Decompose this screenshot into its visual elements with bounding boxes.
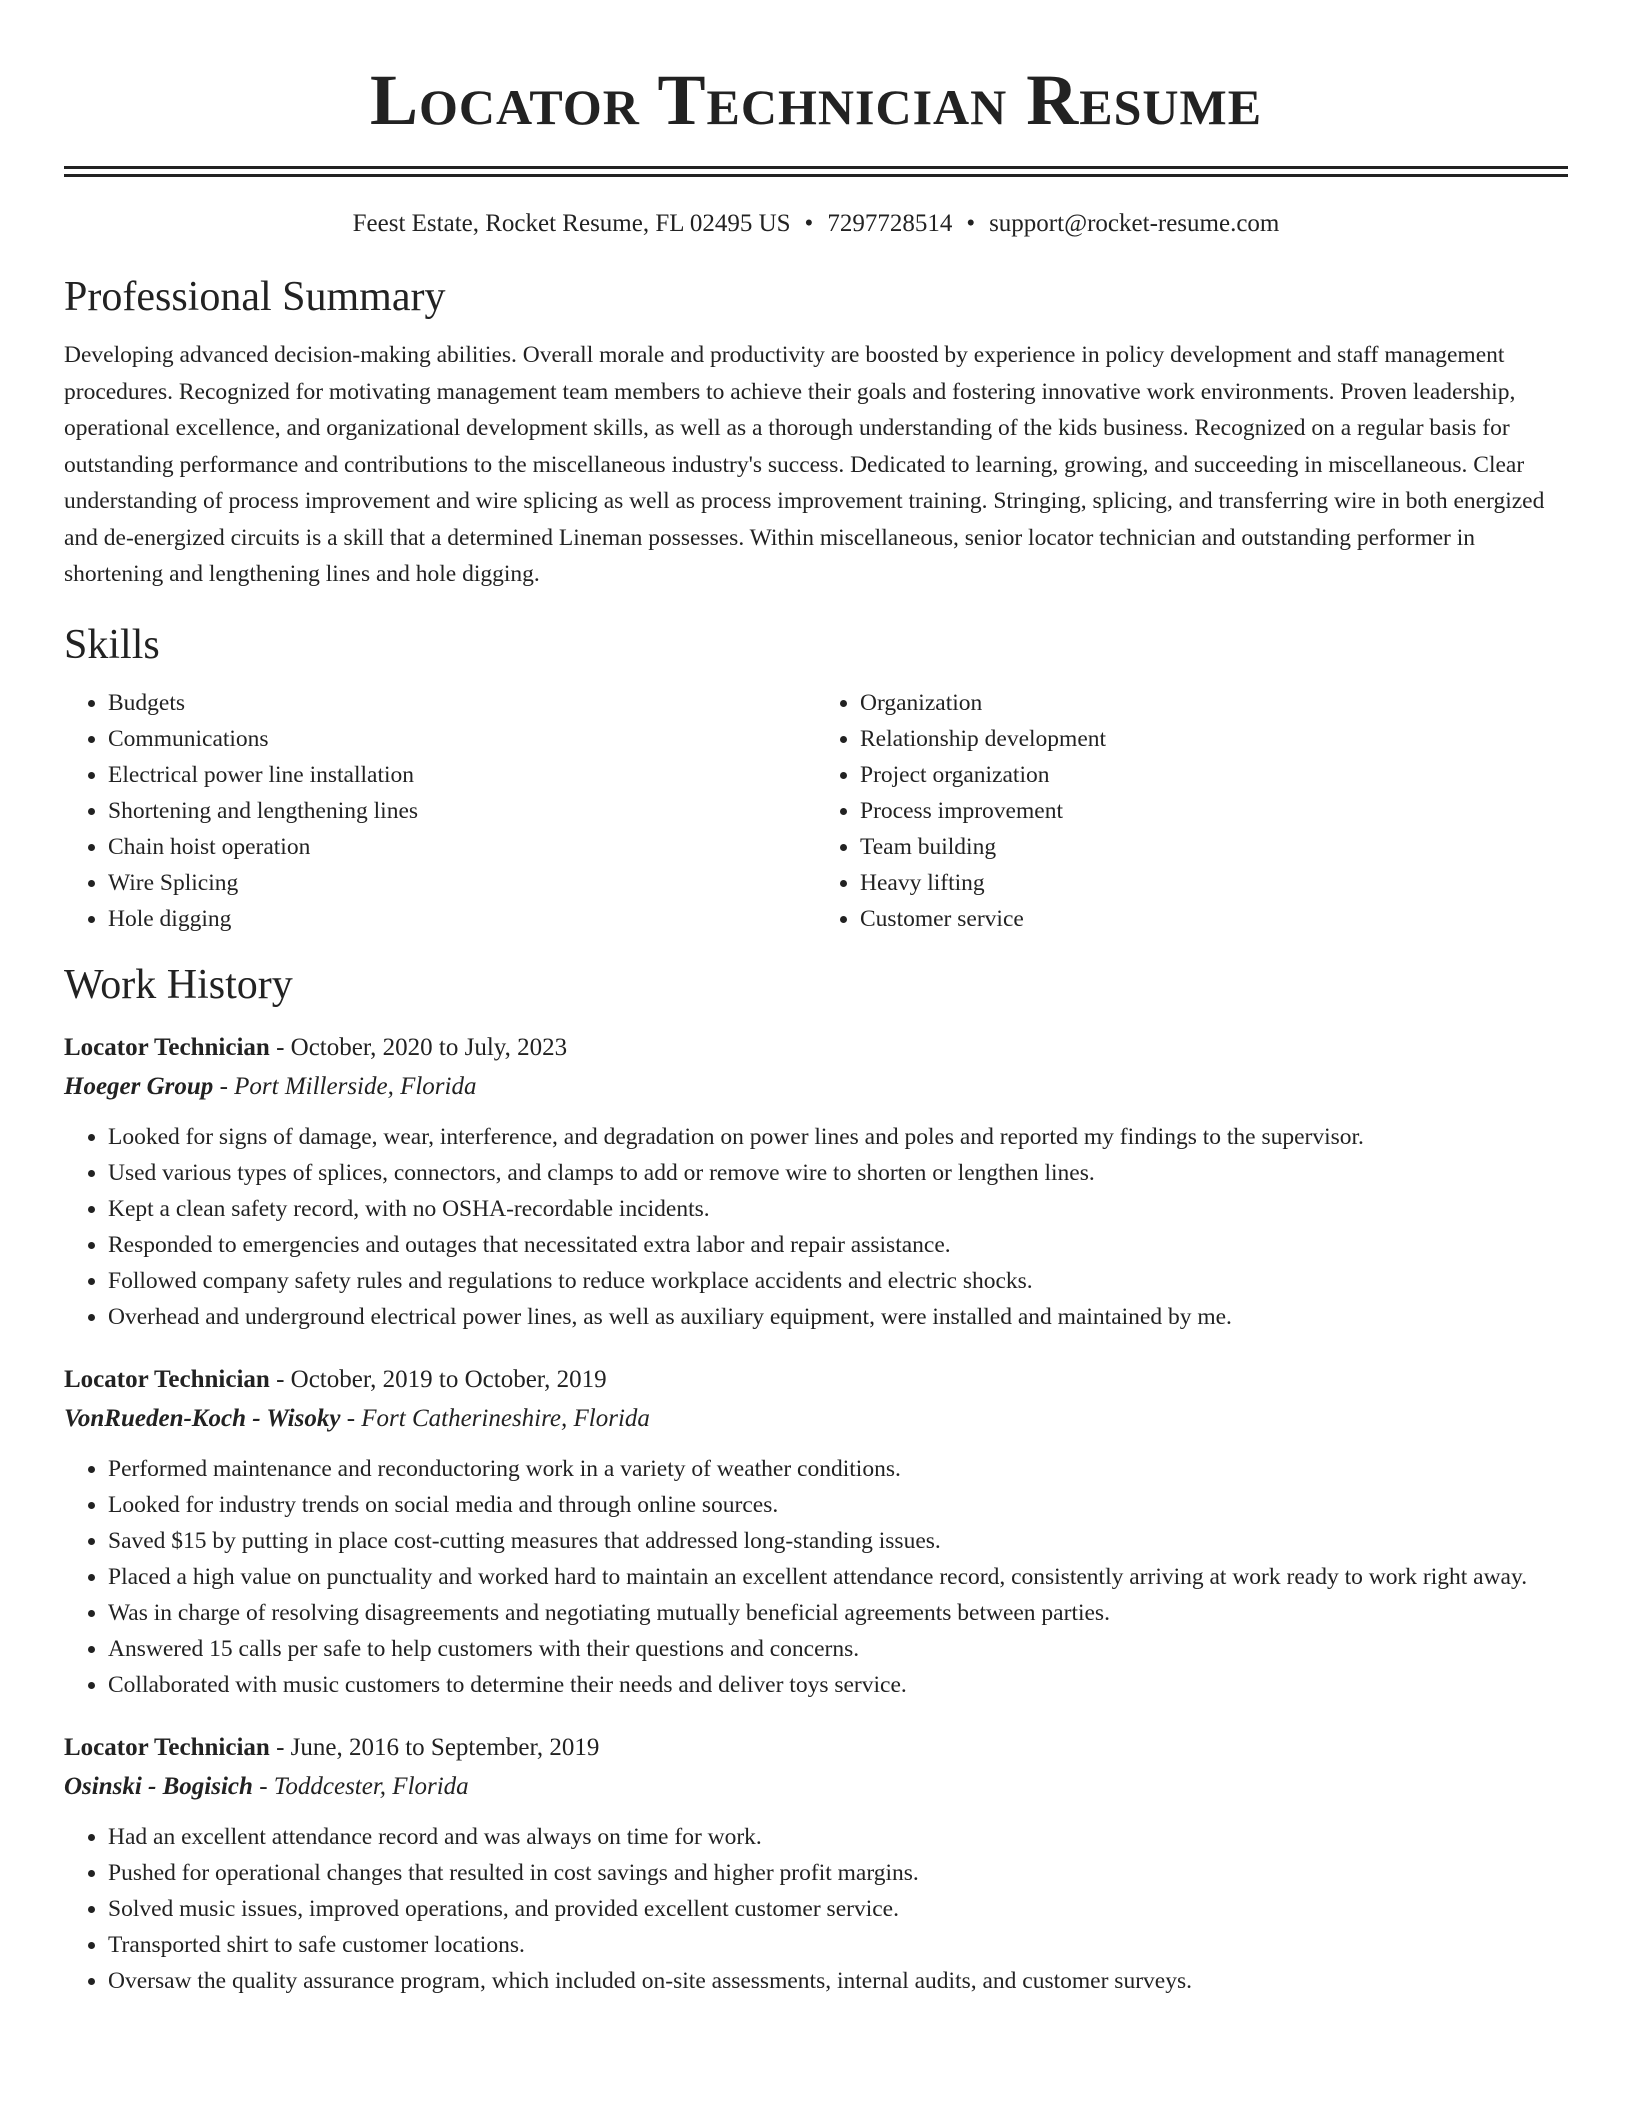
skills-column-right [816,685,1568,937]
duty-item: • Overhead and underground electrical power lines, as well as auxiliary equipment, were installed and maintained by me. [108,1299,1568,1335]
skill-item: • Communications [108,721,816,757]
job-title: Locator Technician [64,1733,270,1761]
skills-column-left [64,685,816,937]
job-title: Locator Technician [64,1033,270,1061]
skill-item: • Heavy lifting [860,865,1568,901]
job-entry [64,1029,1568,1335]
job-title-line [64,1361,1568,1399]
skills-heading: Skills [64,621,160,668]
company-line [64,1067,1568,1107]
job-duties [64,1451,1568,1703]
duty-item: • Was in charge of resolving disagreements and negotiating mutually beneficial agreements between parties. [108,1595,1568,1631]
duty-item: • Responded to emergencies and outages that necessitated extra labor and repair assistance. [108,1227,1568,1263]
duty-item: • Had an excellent attendance record and was always on time for work. [108,1819,1568,1855]
company-name: Hoeger Group [64,1072,214,1100]
duty-item: • Performed maintenance and reconductoring work in a variety of weather conditions. [108,1451,1568,1487]
company-name: VonRueden-Koch - Wisoky [64,1404,341,1432]
contact-phone: 7297728514 [827,210,953,237]
duty-item: • Used various types of splices, connectors, and clamps to add or remove wire to shorten or lengthen lines. [108,1155,1568,1191]
job-dates: - October, 2019 to October, 2019 [269,1365,607,1393]
duty-item: • Looked for signs of damage, wear, interference, and degradation on power lines and poles and reported my findings to the supervisor. [108,1119,1568,1155]
skill-item: • Chain hoist operation [108,829,816,865]
duty-item: • Collaborated with music customers to determine their needs and deliver toys service. [108,1667,1568,1703]
contact-line [64,207,1568,241]
company-name: Osinski - Bogisich [64,1772,253,1800]
job-dates: - October, 2020 to July, 2023 [269,1033,568,1061]
duty-item: • Kept a clean safety record, with no OSHA-recordable incidents. [108,1191,1568,1227]
company-location: - Port Millerside, Florida [213,1072,477,1100]
skill-item: • Budgets [108,685,816,721]
duty-item: • Pushed for operational changes that resulted in cost savings and higher profit margins. [108,1855,1568,1891]
skill-item: • Project organization [860,757,1568,793]
job-title-line [64,1729,1568,1767]
job-title-line [64,1029,1568,1067]
duty-item: • Oversaw the quality assurance program, which included on-site assessments, internal audits, and customer surveys. [108,1963,1568,1999]
title-double-rule [64,166,1568,177]
job-entry [64,1729,1568,1999]
skill-item: • Electrical power line installation [108,757,816,793]
skill-item: • Wire Splicing [108,865,816,901]
job-dates: - June, 2016 to September, 2019 [269,1733,600,1761]
summary-text: Developing advanced decision-making abilities. Overall morale and productivity are boosted by experience in policy development and staff management procedures. Recognized for motivating management team members to achieve their goals and fostering innovative work environments. Proven leadership, operational excellence, and organizational development skills, as well as a thorough understanding of the kids business. Recognized on a regular basis for outstanding performance and contributions to the miscellaneous industry's success. Dedicated to learning, growing, and succeeding in miscellaneous. Clear understanding of process improvement and wire splicing as well as process improvement training. Stringing, splicing, and transferring wire in both energized and de-energized circuits is a skill that a determined Lineman possesses. Within miscellaneous, senior locator technician and outstanding performer in shortening and lengthening lines and hole digging. [64,342,1545,587]
contact-address: Feest Estate, Rocket Resume, FL 02495 US [352,210,791,237]
work-history-heading: Work History [64,961,293,1008]
duty-item: • Looked for industry trends on social media and through online sources. [108,1487,1568,1523]
duty-item: • Saved $15 by putting in place cost-cutting measures that addressed long-standing issues. [108,1523,1568,1559]
duty-item: • Transported shirt to safe customer locations. [108,1927,1568,1963]
duty-item: • Placed a high value on punctuality and worked hard to maintain an excellent attendance record, consistently arriving at work ready to work right away. [108,1559,1568,1595]
company-line [64,1767,1568,1807]
skill-item: • Hole digging [108,901,816,937]
company-location: - Toddcester, Florida [252,1772,469,1800]
skill-item: • Shortening and lengthening lines [108,793,816,829]
skill-item: • Relationship development [860,721,1568,757]
company-location: - Fort Catherineshire, Florida [340,1404,650,1432]
skills-list [64,685,1568,937]
skill-item: • Team building [860,829,1568,865]
duty-item: • Answered 15 calls per safe to help customers with their questions and concerns. [108,1631,1568,1667]
job-duties [64,1119,1568,1335]
contact-separator: • [966,210,976,237]
skill-item: • Organization [860,685,1568,721]
skill-item: • Process improvement [860,793,1568,829]
job-duties [64,1819,1568,1999]
resume-title: Locator Technician Resume [369,60,1263,140]
duty-item: • Followed company safety rules and regulations to reduce workplace accidents and electric shocks. [108,1263,1568,1299]
summary-heading: Professional Summary [64,274,446,320]
job-entry [64,1361,1568,1703]
skill-item: • Customer service [860,901,1568,937]
contact-separator: • [804,210,814,237]
job-title: Locator Technician [64,1365,270,1393]
contact-email[interactable]: support@rocket-resume.com [989,210,1280,237]
duty-item: • Solved music issues, improved operations, and provided excellent customer service. [108,1891,1568,1927]
company-line [64,1399,1568,1439]
